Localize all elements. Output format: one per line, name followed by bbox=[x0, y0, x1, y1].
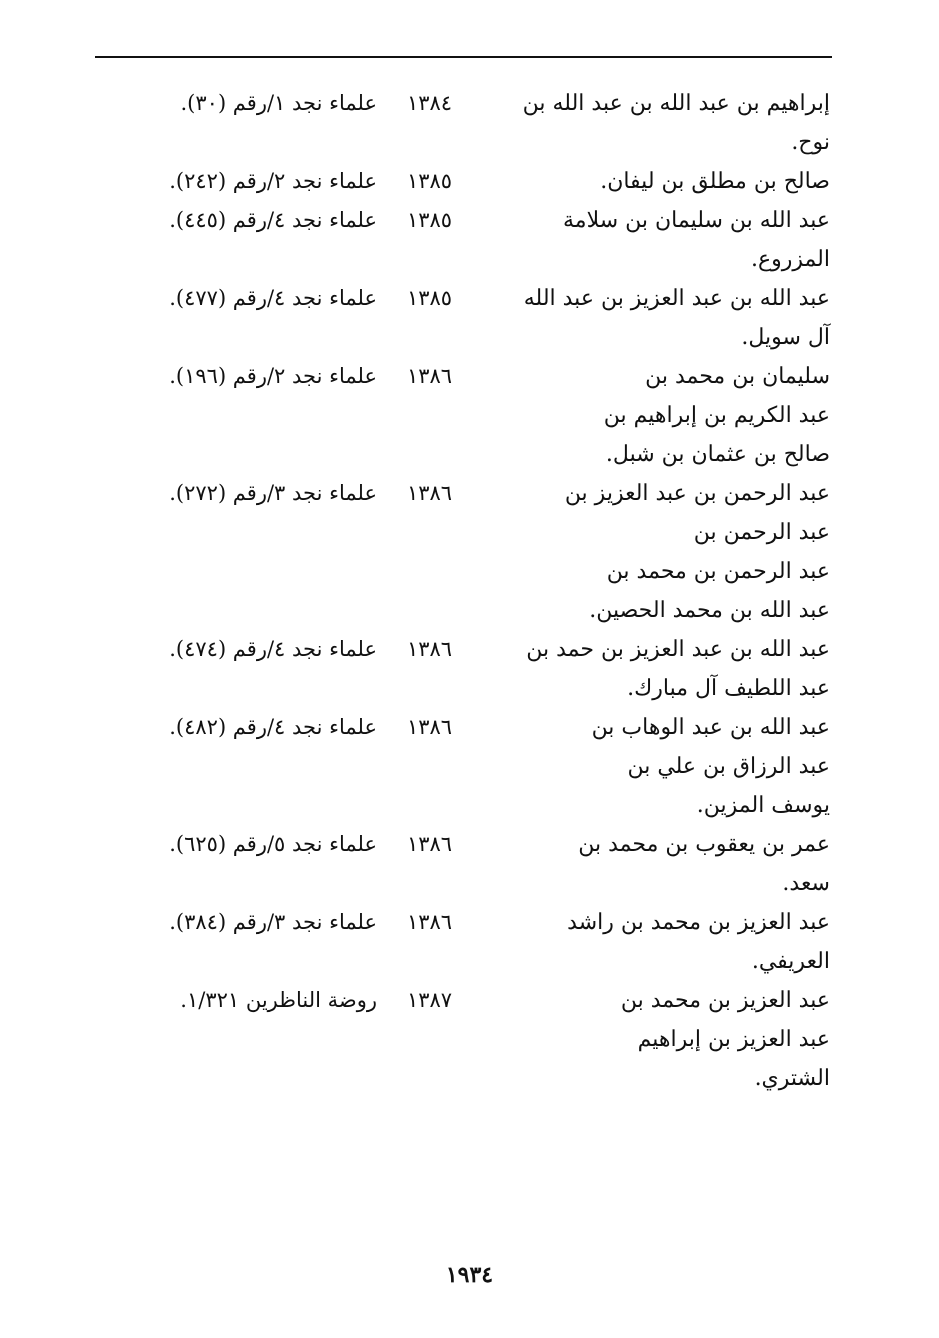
list-item bbox=[95, 162, 832, 201]
entry-name bbox=[495, 201, 830, 279]
entry-year: ١٣٨٥ bbox=[406, 169, 453, 193]
entry-year: ١٣٨٦ bbox=[406, 637, 453, 661]
entry-source: علماء نجد ٤/رقم (٤٧٤). bbox=[169, 637, 377, 661]
name-line: عمر بن يعقوب بن محمد بن bbox=[578, 832, 830, 857]
entry-source: علماء نجد ٣/رقم (٣٨٤). bbox=[169, 910, 377, 934]
entry-source: علماء نجد ٥/رقم (٦٢٥). bbox=[169, 832, 377, 856]
entry-name bbox=[495, 474, 830, 630]
entry-name bbox=[495, 279, 830, 357]
entry-name bbox=[495, 630, 830, 708]
name-line: عبد العزيز بن محمد بن bbox=[620, 988, 830, 1013]
list-item bbox=[95, 708, 832, 825]
name-line: عبد الله بن عبد العزيز بن حمد بن bbox=[526, 637, 830, 662]
top-rule bbox=[95, 56, 832, 58]
name-line: عبد الله بن سليمان بن سلامة bbox=[563, 208, 830, 233]
list-item bbox=[95, 630, 832, 708]
entry-source: علماء نجد ٤/رقم (٤٤٥). bbox=[169, 208, 377, 232]
entry-year: ١٣٨٧ bbox=[406, 988, 453, 1012]
name-line: المزروع. bbox=[750, 247, 830, 272]
name-line: سعد. bbox=[782, 871, 830, 896]
name-line: عبد الرزاق بن علي بن bbox=[627, 754, 830, 779]
name-line: نوح. bbox=[791, 130, 830, 155]
entry-year: ١٣٨٦ bbox=[406, 481, 453, 505]
name-line: عبد الله بن عبد العزيز بن عبد الله bbox=[523, 286, 830, 311]
entry-name bbox=[495, 903, 830, 981]
name-line: عبد الرحمن بن محمد بن bbox=[606, 559, 830, 584]
page-number: ١٩٣٤ bbox=[445, 1262, 494, 1288]
list-item bbox=[95, 84, 832, 162]
entry-name bbox=[495, 981, 830, 1098]
entry-year: ١٣٨٦ bbox=[406, 715, 453, 739]
name-line: عبد الله بن عبد الوهاب بن bbox=[591, 715, 830, 740]
entry-year: ١٣٨٦ bbox=[406, 910, 453, 934]
list-item bbox=[95, 825, 832, 903]
name-line: صالح بن عثمان بن شبل. bbox=[605, 442, 830, 467]
list-item bbox=[95, 903, 832, 981]
entry-source: علماء نجد ٢/رقم (١٩٦). bbox=[169, 364, 377, 388]
entry-year: ١٣٨٦ bbox=[406, 832, 453, 856]
entry-name bbox=[495, 708, 830, 825]
name-line: عبد العزيز بن إبراهيم bbox=[637, 1027, 830, 1052]
name-line: إبراهيم بن عبد الله بن عبد الله بن bbox=[522, 91, 830, 116]
list-item bbox=[95, 981, 832, 1098]
entry-name bbox=[495, 357, 830, 474]
entry-year: ١٣٨٤ bbox=[406, 91, 453, 115]
name-line: عبد الرحمن بن bbox=[693, 520, 830, 545]
name-line: عبد الكريم بن إبراهيم بن bbox=[603, 403, 830, 428]
entry-source: علماء نجد ٤/رقم (٤٨٢). bbox=[169, 715, 377, 739]
name-line: عبد اللطيف آل مبارك. bbox=[627, 676, 830, 701]
name-line: عبد الله بن محمد الحصين. bbox=[589, 598, 830, 623]
entry-year: ١٣٨٥ bbox=[406, 286, 453, 310]
name-line: الشتري. bbox=[754, 1066, 830, 1091]
entry-year: ١٣٨٦ bbox=[406, 364, 453, 388]
name-line: آل سويل. bbox=[741, 325, 830, 350]
entries-list bbox=[95, 84, 832, 1098]
name-line: العريفي. bbox=[751, 949, 830, 974]
list-item bbox=[95, 474, 832, 630]
entry-name bbox=[495, 162, 830, 201]
list-item bbox=[95, 201, 832, 279]
entry-source: علماء نجد ١/رقم (٣٠). bbox=[180, 91, 377, 115]
entry-name bbox=[495, 84, 830, 162]
name-line: عبد الرحمن بن عبد العزيز بن bbox=[564, 481, 830, 506]
name-line: سليمان بن محمد بن bbox=[645, 364, 830, 389]
entry-source: علماء نجد ٣/رقم (٢٧٢). bbox=[169, 481, 377, 505]
entry-source: علماء نجد ٢/رقم (٢٤٢). bbox=[169, 169, 377, 193]
entry-year: ١٣٨٥ bbox=[406, 208, 453, 232]
entry-name bbox=[495, 825, 830, 903]
entry-source: روضة الناظرين ١/٣٢١. bbox=[180, 988, 377, 1012]
name-line: يوسف المزين. bbox=[696, 793, 830, 818]
list-item bbox=[95, 357, 832, 474]
name-line: صالح بن مطلق بن ليفان. bbox=[600, 169, 830, 194]
name-line: عبد العزيز بن محمد بن راشد bbox=[567, 910, 830, 935]
list-item bbox=[95, 279, 832, 357]
entry-source: علماء نجد ٤/رقم (٤٧٧). bbox=[169, 286, 377, 310]
